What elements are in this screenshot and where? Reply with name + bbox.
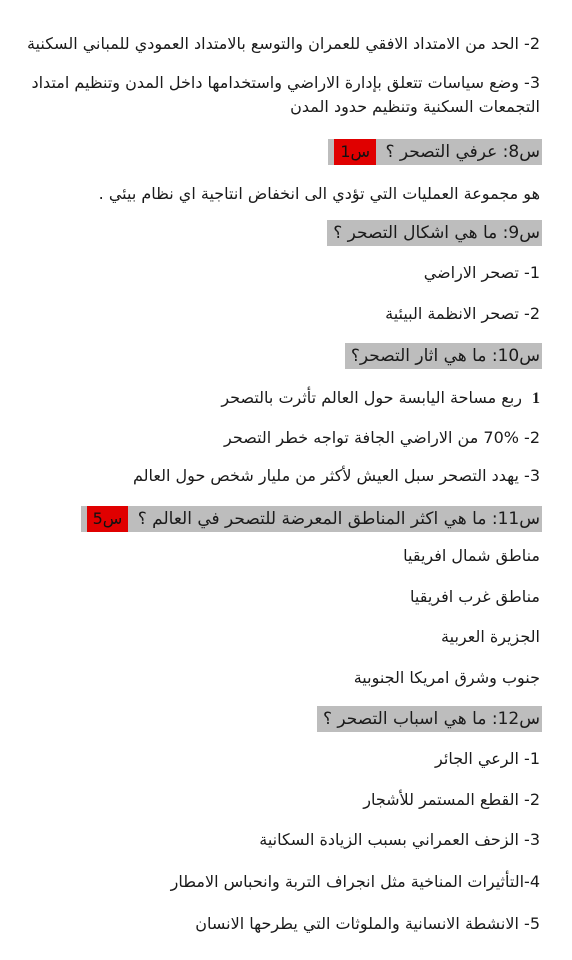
list-item	[221, 387, 540, 410]
question-text: س11: ما هي اكثر المناطق المعرضة للتصحر في العالم ؟	[137, 509, 540, 529]
question-9	[327, 220, 542, 246]
question-text: س9: ما هي اشكال التصحر ؟	[333, 223, 540, 243]
question-12	[317, 706, 542, 732]
question-text: س10: ما هي اثار التصحر؟	[350, 346, 540, 366]
list-item: 3- الزحف العمراني بسبب الزيادة السكانية	[259, 830, 540, 849]
question-11	[81, 506, 542, 532]
list-item: 2- 70% من الاراضي الجافة تواجه خطر التصحر	[224, 428, 540, 447]
list-number: 1	[532, 390, 540, 407]
list-item: 2- تصحر الانظمة البيئية	[385, 304, 540, 323]
question-tag: س5	[87, 506, 129, 532]
list-item: جنوب وشرق امريكا الجنوبية	[353, 668, 540, 687]
list-item: 1- الرعي الجائر	[435, 749, 540, 768]
list-text: ربع مساحة اليابسة حول العالم تأثرت بالتصحر	[221, 388, 522, 407]
question-text: س12: ما هي اسباب التصحر ؟	[322, 709, 540, 729]
list-item: الجزيرة العربية	[441, 627, 540, 646]
list-item: 5- الانشطة الانسانية والملوثات التي يطرحها الانسان	[195, 914, 540, 933]
list-item: 3- يهدد التصحر سبل العيش لأكثر من مليار شخص حول العالم	[133, 466, 540, 485]
answer-line: 2- الحد من الامتداد الافقي للعمران والتوسع بالامتداد العمودي للمباني السكنية	[26, 34, 540, 53]
answer-line: 3- وضع سياسات تتعلق بإدارة الاراضي واستخدامها داخل المدن وتنظيم امتداد التجمعات السكنية وتنظيم حدود المدن	[31, 73, 540, 116]
question-text: س8: عرفي التصحر ؟	[385, 142, 540, 162]
answer-line: هو مجموعة العمليات التي تؤدي الى انخفاض انتاجية اي نظام بيئي .	[98, 184, 540, 203]
list-item: 4-التأثيرات المناخية مثل انجراف التربة وانحباس الامطار	[170, 872, 540, 891]
list-item: 2- القطع المستمر للأشجار	[363, 790, 540, 809]
list-item: 1- تصحر الاراضي	[423, 263, 540, 282]
question-8	[328, 139, 542, 165]
question-tag: س1	[334, 139, 376, 165]
question-10	[345, 343, 542, 369]
list-item: مناطق شمال افريقيا	[403, 546, 540, 565]
list-item: مناطق غرب افريقيا	[410, 587, 540, 606]
